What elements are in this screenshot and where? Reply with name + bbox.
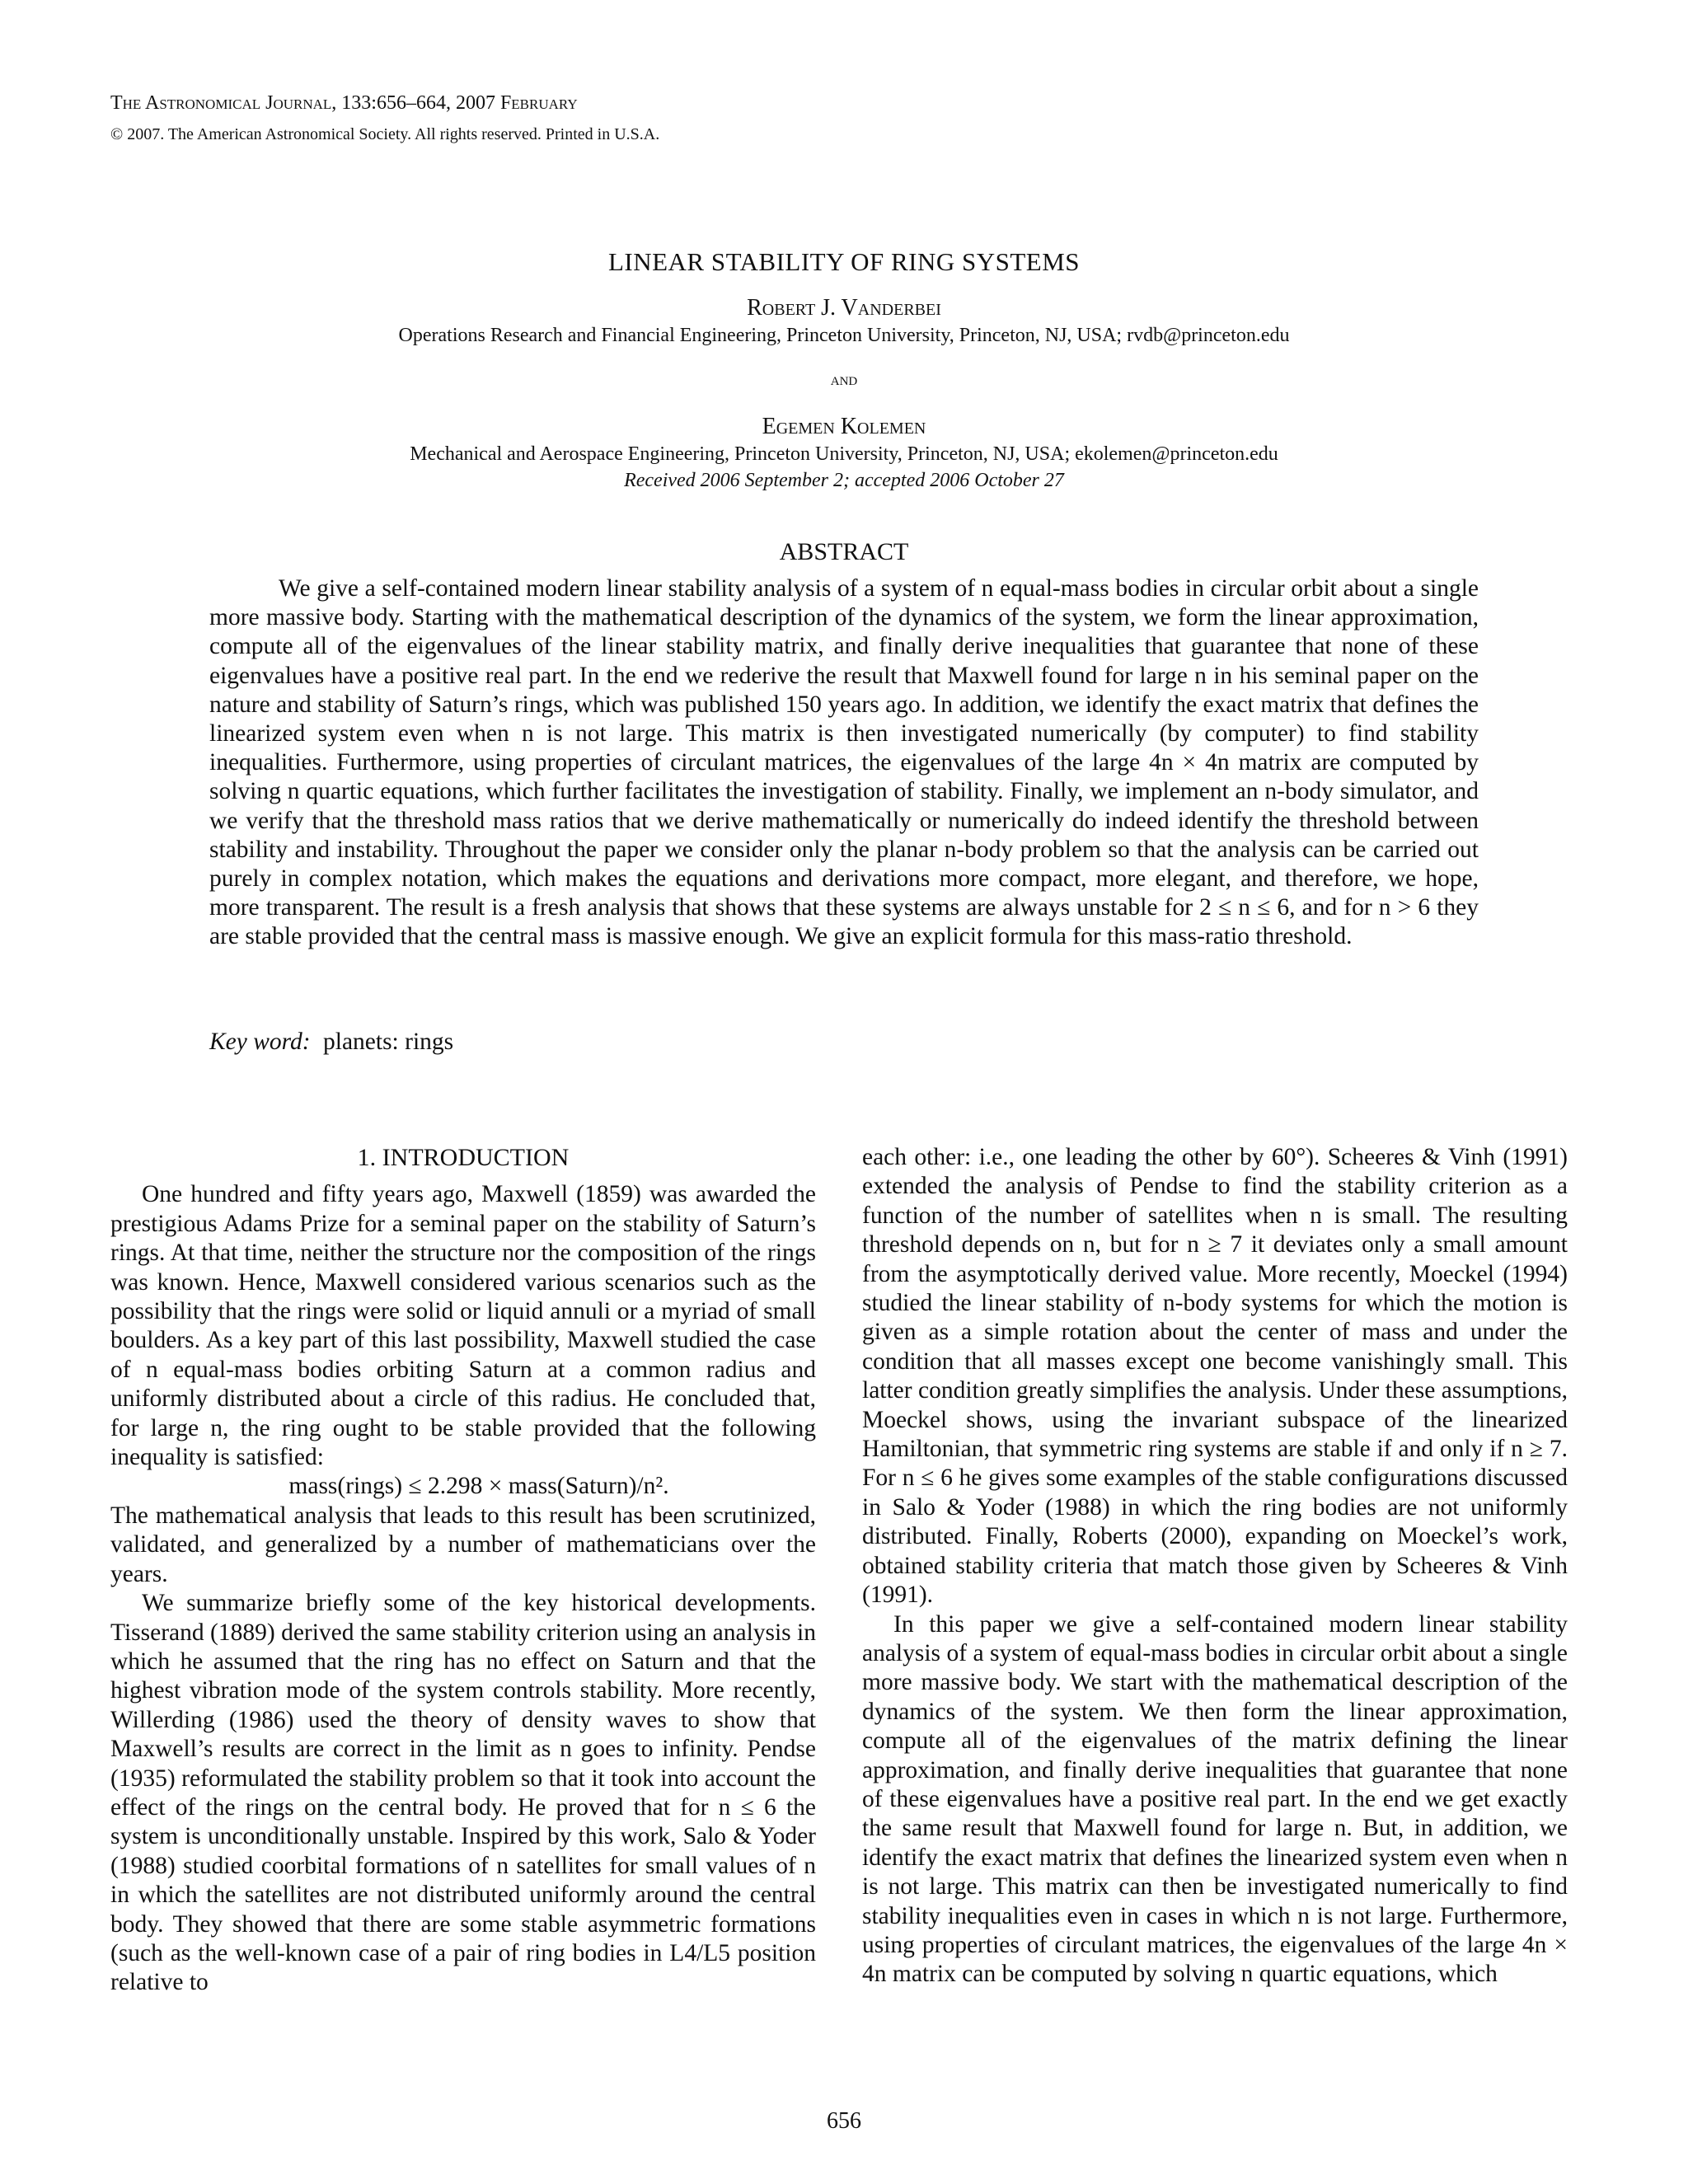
intro-paragraph-1: One hundred and fifty years ago, Maxwell (1859) was awarded the prestigious Adams Prize for a seminal paper on the stability of Saturn’s rings. At that time, neither the structure nor the composition of the rings was known. Hence, Maxwell considered various scenarios such as the possibility that the rings were solid or liquid annuli or a myriad of small boulders. As a key part of this last possibility, Maxwell studied the case of n equal-mass bodies orbiting Saturn at a common radius and uniformly distributed about a circle of this radius. He concluded that, for large n, the ring ought to be stable provided that the following inequality is satisfied: [110,1181,816,1471]
copyright-line: © 2007. The American Astronomical Society. All rights reserved. Printed in U.S.A. [110,125,660,143]
intro-paragraph-4: each other: i.e., one leading the other by 60°). Scheeres & Vinh (1991) extended the analysis of Pendse to find the stability criterion as a function of the number of satellites when n is small. The resulting threshold depends on n, but for n ≥ 7 it deviates only a small amount from the asymptotically derived value. More recently, Moeckel (1994) studied the linear stability of n-body systems for which the motion is given as a simple rotation about the center of mass and under the condition that all masses except one become vanishingly small. This latter condition greatly simplifies the analysis. Under these assumptions, Moeckel shows, using the invariant subspace of the linearized Hamiltonian, that symmetric ring systems are stable if and only if n ≥ 7. For n ≤ 6 he gives some examples of the stable configurations discussed in Salo & Yoder (1988) in which the ring bodies are not uniformly distributed. Finally, Roberts (2000), expanding on Moeckel’s work, obtained stability criteria that match those given by Scheeres & Vinh (1991). [862,1144,1568,1609]
left-column [110,1143,816,1998]
author-1: Robert J. Vanderbei [747,295,941,321]
page-number: 656 [827,2108,861,2134]
intro-paragraph-2: The mathematical analysis that leads to this result has been scrutinized, validated, and generalized by a number of mathematicians over the years. [110,1502,816,1587]
keyword-label: Key word: [209,1029,311,1055]
intro-paragraph-3: We summarize briefly some of the key historical developments. Tisserand (1889) derived the same stability criterion using an analysis in which he assumed that the ring has no effect on Saturn and that the highest vibration mode of the system controls stability. More recently, Willerding (1986) used the theory of density waves to show that Maxwell’s results are correct in the limit as n goes to infinity. Pendse (1935) reformulated the stability problem so that it took into account the effect of the rings on the central body. He proved that for n ≤ 6 the system is unconditionally unstable. Inspired by this work, Salo & Yoder (1988) studied coorbital formations of n satellites for small values of n in which the satellites are not distributed uniformly around the central body. They showed that there are some stable asymmetric formations (such as the well-known case of a pair of ring bodies in L4/L5 position relative to [110,1590,816,1996]
abstract-text: We give a self-contained modern linear stability analysis of a system of n equal-mass bodies in circular orbit about a single more massive body. Starting with the mathematical description of the dynamics of the system, we form the linear approximation, compute all of the eigenvalues of the linear stability matrix, and finally derive inequalities that guarantee that none of these eigenvalues have a positive real part. In the end we rederive the result that Maxwell found for large n in his seminal paper on the nature and stability of Saturn’s rings, which was published 150 years ago. In addition, we identify the exact matrix that defines the linearized system even when n is not large. This matrix is then investigated numerically (by computer) to find stability inequalities. Furthermore, using properties of circulant matrices, the eigenvalues of the large 4n × 4n matrix are computed by solving n quartic equations, which further facilitates the investigation of stability. Finally, we implement an n-body simulator, and we verify that the threshold mass ratios that we derive mathematically or numerically do indeed identify the threshold between stability and instability. Throughout the paper we consider only the planar n-body problem so that the analysis can be carried out purely in complex notation, which makes the equations and derivations more compact, more elegant, and therefore, we hope, more transparent. The result is a fresh analysis that shows that these systems are always unstable for 2 ≤ n ≤ 6, and for n > 6 they are stable provided that the central mass is massive enough. We give an explicit formula for this mass-ratio threshold. [209,575,1479,950]
received-dates: Received 2006 September 2; accepted 2006 October 27 [624,470,1064,491]
affiliation-1: Operations Research and Financial Engineering, Princeton University, Princeton, NJ, USA; rvdb@princeton.edu [398,325,1290,346]
keyword-value: planets: rings [323,1029,454,1055]
keywords [209,1029,453,1056]
maxwell-inequality: mass(rings) ≤ 2.298 × mass(Saturn)/n². [288,1473,669,1500]
author-2: Egemen Kolemen [762,414,926,439]
section-heading-introduction: 1. INTRODUCTION [357,1144,570,1171]
paper-title: LINEAR STABILITY OF RING SYSTEMS [607,247,1081,276]
right-column [862,1143,1568,1990]
intro-paragraph-5: In this paper we give a self-contained modern linear stability analysis of a system of equal-mass bodies in circular orbit about a single more massive body. We start with the mathematical description of the dynamics of the system. We then form the linear approximation, compute all of the eigenvalues of the matrix defining the linear approximation, and finally derive inequalities that guarantee that none of these eigenvalues have a positive real part. In the end we get exactly the same result that Maxwell found for large n. But, in addition, we identify the exact matrix that defines the linearized system even when n is not large. This matrix can then be investigated numerically to find stability inequalities even in cases in which n is not large. Furthermore, using properties of circulant matrices, the eigenvalues of the large 4n × 4n matrix can be computed by solving n quartic equations, which [862,1610,1568,1988]
and-separator: and [830,369,858,389]
affiliation-2: Mechanical and Aerospace Engineering, Princeton University, Princeton, NJ, USA; ekolemen@princeton.edu [410,443,1278,465]
abstract-heading: ABSTRACT [779,538,909,565]
journal-citation: The Astronomical Journal, 133:656–664, 2007 February [110,92,578,114]
